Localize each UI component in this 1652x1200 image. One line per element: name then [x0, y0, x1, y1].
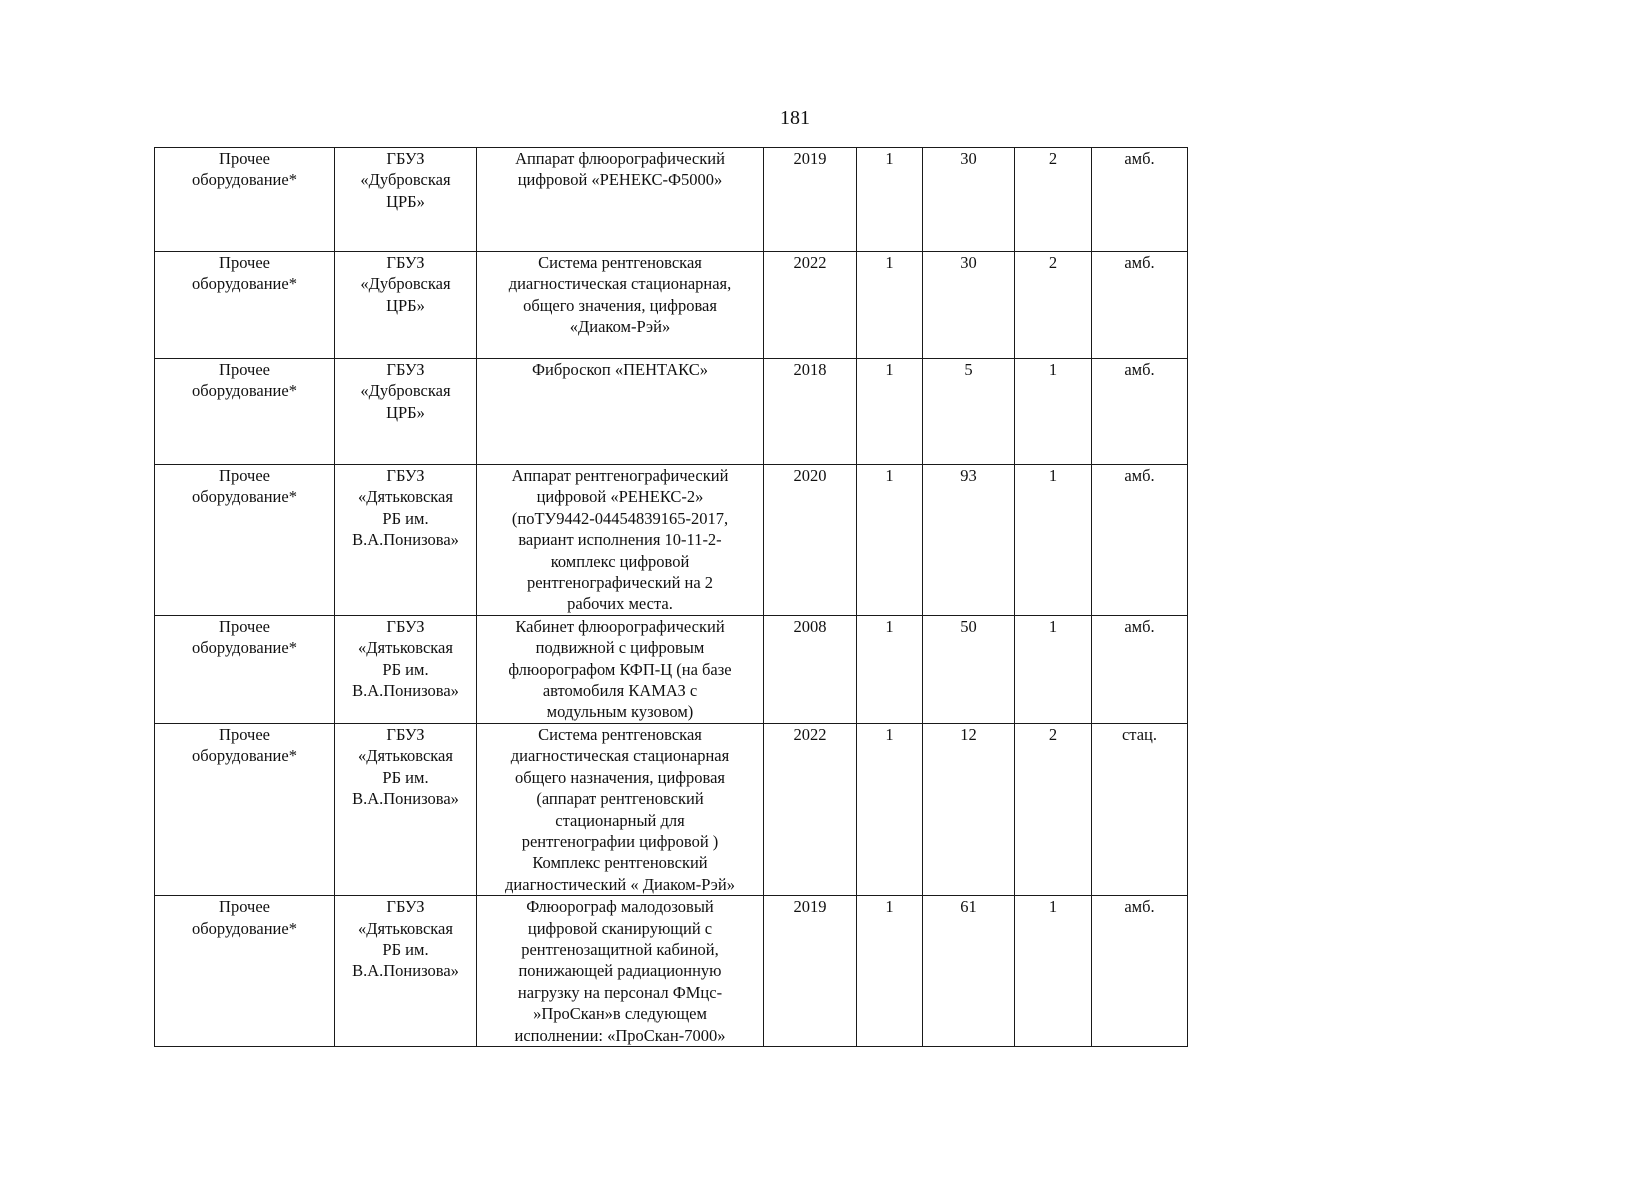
- organization-cell: ГБУЗ «Дубровская ЦРБ»: [335, 359, 477, 465]
- care-type-cell: стац.: [1092, 723, 1188, 895]
- shifts-cell: 2: [1015, 723, 1092, 895]
- care-type-cell: амб.: [1092, 359, 1188, 465]
- table-row: [155, 252, 1188, 359]
- year-cell: 2018: [764, 359, 857, 465]
- care-type-cell: амб.: [1092, 465, 1188, 616]
- equipment-name-cell: Флюорограф малодозовый цифровой сканирующий с рентгенозащитной кабиной, понижающей радиационную нагрузку на персонал ФМцс- »ПроСкан»в следующем исполнении: «ПроСкан-7000»: [477, 896, 764, 1047]
- quantity-cell: 1: [857, 723, 923, 895]
- equipment-name-cell: Фиброскоп «ПЕНТАКС»: [477, 359, 764, 465]
- category-cell: Прочее оборудование*: [155, 359, 335, 465]
- load-cell: 93: [923, 465, 1015, 616]
- equipment-table: [154, 147, 1188, 1047]
- load-cell: 50: [923, 615, 1015, 723]
- category-cell: Прочее оборудование*: [155, 465, 335, 616]
- care-type-cell: амб.: [1092, 896, 1188, 1047]
- shifts-cell: 1: [1015, 359, 1092, 465]
- organization-cell: ГБУЗ «Дятьковская РБ им. В.А.Понизова»: [335, 465, 477, 616]
- category-cell: Прочее оборудование*: [155, 615, 335, 723]
- organization-cell: ГБУЗ «Дятьковская РБ им. В.А.Понизова»: [335, 896, 477, 1047]
- year-cell: 2020: [764, 465, 857, 616]
- year-cell: 2022: [764, 252, 857, 359]
- quantity-cell: 1: [857, 252, 923, 359]
- year-cell: 2019: [764, 896, 857, 1047]
- load-cell: 30: [923, 148, 1015, 252]
- table-body: [155, 148, 1188, 1047]
- quantity-cell: 1: [857, 359, 923, 465]
- equipment-name-cell: Аппарат рентгенографический цифровой «РЕНЕКС-2» (поТУ9442-04454839165-2017, вариант исполнения 10-11-2- комплекс цифровой рентгенографический на 2 рабочих места.: [477, 465, 764, 616]
- table-row: [155, 359, 1188, 465]
- care-type-cell: амб.: [1092, 615, 1188, 723]
- quantity-cell: 1: [857, 615, 923, 723]
- load-cell: 12: [923, 723, 1015, 895]
- shifts-cell: 2: [1015, 252, 1092, 359]
- table-row: [155, 896, 1188, 1047]
- load-cell: 30: [923, 252, 1015, 359]
- category-cell: Прочее оборудование*: [155, 252, 335, 359]
- load-cell: 61: [923, 896, 1015, 1047]
- category-cell: Прочее оборудование*: [155, 896, 335, 1047]
- equipment-name-cell: Система рентгеновская диагностическая стационарная общего назначения, цифровая (аппарат рентгеновский стационарный для рентгенографии цифровой ) Комплекс рентгеновский диагностический « Диаком-Рэй»: [477, 723, 764, 895]
- organization-cell: ГБУЗ «Дятьковская РБ им. В.А.Понизова»: [335, 615, 477, 723]
- shifts-cell: 2: [1015, 148, 1092, 252]
- equipment-name-cell: Кабинет флюорографический подвижной с цифровым флюорографом КФП-Ц (на базе автомобиля КАМАЗ с модульным кузовом): [477, 615, 764, 723]
- quantity-cell: 1: [857, 465, 923, 616]
- table-row: [155, 723, 1188, 895]
- year-cell: 2019: [764, 148, 857, 252]
- year-cell: 2008: [764, 615, 857, 723]
- care-type-cell: амб.: [1092, 148, 1188, 252]
- shifts-cell: 1: [1015, 615, 1092, 723]
- table-row: [155, 148, 1188, 252]
- equipment-name-cell: Аппарат флюорографический цифровой «РЕНЕКС-Ф5000»: [477, 148, 764, 252]
- year-cell: 2022: [764, 723, 857, 895]
- shifts-cell: 1: [1015, 896, 1092, 1047]
- organization-cell: ГБУЗ «Дубровская ЦРБ»: [335, 148, 477, 252]
- page-number: 181: [780, 107, 810, 129]
- category-cell: Прочее оборудование*: [155, 148, 335, 252]
- quantity-cell: 1: [857, 896, 923, 1047]
- table-row: [155, 615, 1188, 723]
- care-type-cell: амб.: [1092, 252, 1188, 359]
- table-row: [155, 465, 1188, 616]
- quantity-cell: 1: [857, 148, 923, 252]
- shifts-cell: 1: [1015, 465, 1092, 616]
- load-cell: 5: [923, 359, 1015, 465]
- organization-cell: ГБУЗ «Дубровская ЦРБ»: [335, 252, 477, 359]
- category-cell: Прочее оборудование*: [155, 723, 335, 895]
- equipment-name-cell: Система рентгеновская диагностическая стационарная, общего значения, цифровая «Диаком-Рэй»: [477, 252, 764, 359]
- organization-cell: ГБУЗ «Дятьковская РБ им. В.А.Понизова»: [335, 723, 477, 895]
